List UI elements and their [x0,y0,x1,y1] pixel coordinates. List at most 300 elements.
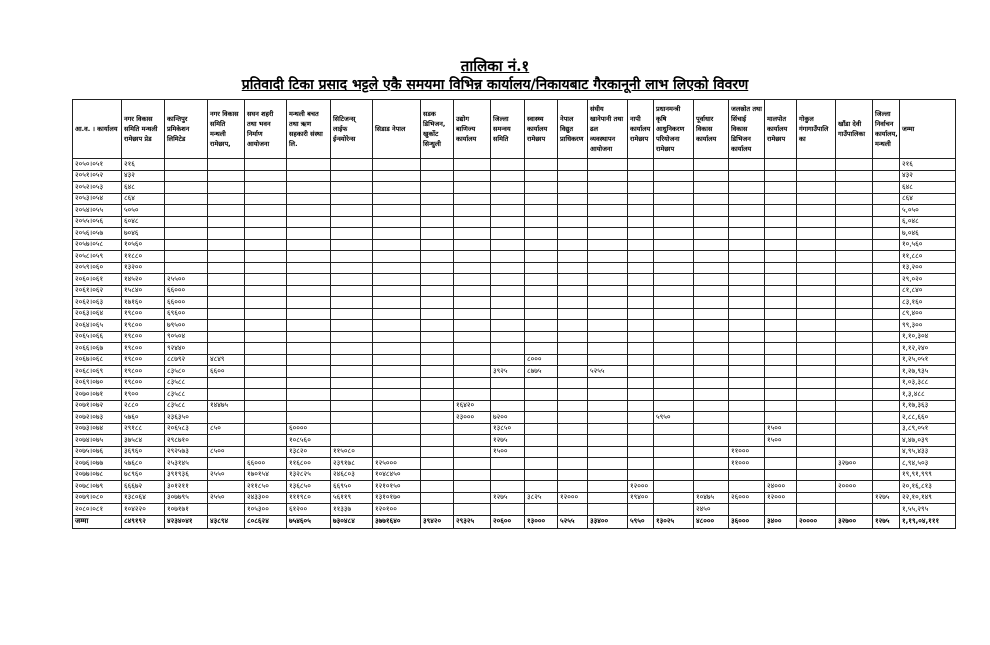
table-cell [373,446,421,458]
table-cell: ६६००० [245,458,287,470]
table-cell [694,423,729,435]
table-cell [245,251,287,263]
table-cell [421,389,454,401]
table-cell [525,377,558,389]
table-row [73,274,956,286]
table-cell [588,216,628,228]
table-cell: ६४८ [122,182,165,194]
table-cell: ८३५८८ [165,400,208,412]
table-cell [558,239,588,251]
table-cell [421,193,454,205]
table-cell [491,504,525,516]
table-cell [836,308,873,320]
table-cell: २१६ [122,159,165,171]
table-cell [654,216,694,228]
table-cell [588,435,628,447]
table-cell [208,297,245,309]
table-cell [491,308,525,320]
table-cell [588,481,628,493]
table-cell [873,216,900,228]
table-cell: ३०७७९५ [165,492,208,504]
table-cell: १९८०० [122,320,165,332]
table-cell [525,239,558,251]
table-cell [208,343,245,355]
table-cell [694,193,729,205]
column-header: स्वास्थ्य कार्यालय रामेछाप [525,100,558,159]
table-cell: १२००० [628,481,654,493]
table-cell [765,412,797,424]
total-cell: ३३४०० [588,515,628,528]
table-cell [654,159,694,171]
table-cell [421,262,454,274]
table-cell [797,423,836,435]
table-cell [287,343,331,355]
table-cell [765,504,797,516]
table-cell [873,182,900,194]
table-cell: ८५० [208,423,245,435]
table-cell [373,182,421,194]
table-cell [765,400,797,412]
table-cell: ६६००० [165,285,208,297]
table-cell [454,159,491,171]
table-cell [873,262,900,274]
table-cell: २४५० [694,504,729,516]
table-cell [373,285,421,297]
table-cell [628,343,654,355]
table-cell [331,331,373,343]
table-cell [654,262,694,274]
table-cell [373,216,421,228]
table-cell [836,492,873,504]
table-cell: ८९,४०० [900,308,956,320]
table-cell [454,228,491,240]
table-cell [491,343,525,355]
table-cell [628,262,654,274]
table-cell [729,228,765,240]
table-row [73,205,956,217]
table-cell [628,400,654,412]
table-cell [588,446,628,458]
table-cell [654,308,694,320]
table-cell [588,412,628,424]
table-cell [873,193,900,205]
table-cell [287,205,331,217]
table-cell [454,251,491,263]
table-cell [836,469,873,481]
table-cell [331,343,373,355]
table-cell [421,274,454,286]
table-cell [208,274,245,286]
table-cell [421,239,454,251]
table-cell [421,182,454,194]
table-cell [491,182,525,194]
table-cell: ३६९६० [122,446,165,458]
table-cell [694,435,729,447]
table-body [73,159,956,529]
table-cell [836,446,873,458]
table-cell [373,435,421,447]
table-cell [491,389,525,401]
table-cell [454,377,491,389]
fiscal-year-cell: २०५२।०५३ [73,182,122,194]
table-cell [797,481,836,493]
table-cell [331,251,373,263]
column-header: जम्मा [900,100,956,159]
table-cell [765,308,797,320]
table-cell [558,400,588,412]
table-cell [454,492,491,504]
table-cell [836,423,873,435]
column-header: जिल्ला समन्वय समिति [491,100,525,159]
table-cell [797,354,836,366]
table-cell [208,331,245,343]
total-cell: ५२५५ [558,515,588,528]
table-cell [373,205,421,217]
table-cell: ११००० [729,458,765,470]
table-row [73,377,956,389]
table-cell [287,239,331,251]
table-cell [836,389,873,401]
table-cell [208,182,245,194]
table-cell [873,389,900,401]
table-cell [797,458,836,470]
table-cell [287,354,331,366]
table-row [73,285,956,297]
table-cell [373,343,421,355]
total-cell: ७३०४८४ [331,515,373,528]
table-cell [245,320,287,332]
table-cell [421,504,454,516]
table-cell [491,285,525,297]
table-cell [558,377,588,389]
table-cell: ८५०० [208,446,245,458]
table-cell [797,366,836,378]
table-cell: ५९५० [654,412,694,424]
table-cell [558,504,588,516]
fiscal-year-cell: २०७६।०७७ [73,458,122,470]
table-cell: २१६ [900,159,956,171]
table-cell [331,285,373,297]
table-cell [765,239,797,251]
column-header: मन्थली बचत तथा ऋण सहकारी संस्था लि. [287,100,331,159]
table-cell [373,331,421,343]
fiscal-year-cell: २०६८।०६९ [73,366,122,378]
table-cell [454,297,491,309]
column-header: जिल्ला निर्वाचन कार्यालय, मन्थली [873,100,900,159]
table-cell [765,469,797,481]
table-cell: ६६६७२ [122,481,165,493]
table-cell [331,239,373,251]
table-cell [729,182,765,194]
table-cell [588,331,628,343]
table-cell [454,216,491,228]
table-cell [765,297,797,309]
table-cell [525,262,558,274]
fiscal-year-cell: २०६७।०६८ [73,354,122,366]
table-row [73,435,956,447]
column-header: प्रधानमन्त्री कृषि आधुनिकरण परियोजना रामेछाप [654,100,694,159]
table-cell [588,423,628,435]
column-header: खाँडा देवी गाउँपालिका [836,100,873,159]
table-cell [245,170,287,182]
table-cell: ९०५०४ [165,331,208,343]
table-cell [558,297,588,309]
table-cell [836,182,873,194]
table-cell: १०८५६० [287,435,331,447]
table-cell [208,435,245,447]
table-cell: १५०० [765,423,797,435]
table-cell [454,170,491,182]
table-cell [836,435,873,447]
table-cell [797,446,836,458]
table-cell [331,412,373,424]
table-cell: १६४२० [454,400,491,412]
table-cell [287,228,331,240]
table-cell [873,343,900,355]
table-cell [525,343,558,355]
table-row [73,170,956,182]
table-cell [729,366,765,378]
table-cell [165,216,208,228]
table-cell [208,308,245,320]
table-cell [628,251,654,263]
table-cell: ११८८० [122,251,165,263]
table-cell [729,469,765,481]
table-cell [836,343,873,355]
table-cell [873,377,900,389]
table-cell [525,331,558,343]
table-cell [421,228,454,240]
table-cell [287,308,331,320]
table-cell [797,308,836,320]
column-header: आ.व. । कार्यालय [73,100,122,159]
table-cell [765,285,797,297]
table-cell: १२००० [558,492,588,504]
table-cell [454,469,491,481]
table-cell [373,274,421,286]
table-cell [165,170,208,182]
table-cell: ११००० [729,446,765,458]
table-cell [628,274,654,286]
table-cell [729,389,765,401]
table-cell: १,१०,३०४ [900,331,956,343]
table-cell: २३००० [454,412,491,424]
table-cell [729,377,765,389]
table-cell [588,159,628,171]
table-cell [287,320,331,332]
table-cell [873,251,900,263]
table-cell [454,504,491,516]
table-cell [694,366,729,378]
table-row [73,320,956,332]
table-cell [628,366,654,378]
total-cell: ३७७१६४० [373,515,421,528]
table-cell [208,377,245,389]
table-cell [588,492,628,504]
table-cell [454,308,491,320]
table-cell [421,170,454,182]
table-cell [628,331,654,343]
table-cell [628,205,654,217]
table-cell: १२७५ [491,435,525,447]
table-cell: ६,०४८ [900,216,956,228]
table-cell [525,458,558,470]
table-cell [797,377,836,389]
table-cell [873,274,900,286]
table-cell [654,469,694,481]
table-cell [287,377,331,389]
table-cell [588,389,628,401]
table-cell [558,435,588,447]
table-cell [331,228,373,240]
table-row [73,251,956,263]
table-cell [525,481,558,493]
total-cell: २०६०० [491,515,525,528]
table-cell: १३८२० [287,446,331,458]
total-cell: ८०८६२४ [245,515,287,528]
table-cell [245,308,287,320]
table-cell [525,193,558,205]
table-cell [797,251,836,263]
table-cell [454,423,491,435]
table-cell [165,193,208,205]
table-cell [694,297,729,309]
table-cell [491,262,525,274]
table-cell [208,320,245,332]
table-cell [836,297,873,309]
column-header: नापी कार्यालय रामेछाप [628,100,654,159]
table-cell [373,170,421,182]
table-cell [628,239,654,251]
table-cell [373,239,421,251]
table-cell [797,343,836,355]
table-cell: १,५५,२९५ [900,504,956,516]
table-cell [208,159,245,171]
table-cell [836,400,873,412]
table-cell [729,504,765,516]
table-cell [421,412,454,424]
table-cell: १९८०० [122,343,165,355]
table-cell [765,205,797,217]
table-cell [628,308,654,320]
table-cell [245,343,287,355]
total-cell: २९३२५ [454,515,491,528]
table-cell: ५६११९ [331,492,373,504]
total-cell: ४३८९४ [208,515,245,528]
table-cell: ५०५० [122,205,165,217]
table-cell [873,446,900,458]
table-cell [836,170,873,182]
table-cell [873,331,900,343]
table-cell [245,400,287,412]
total-cell: ४२३४०४१ [165,515,208,528]
table-cell [765,170,797,182]
fiscal-year-cell: २०८०।०८१ [73,504,122,516]
column-header: जलस्रोत तथा सिंचाई विकास डिभिजन कार्यालय [729,100,765,159]
total-cell: ३४०० [765,515,797,528]
table-cell [331,262,373,274]
table-cell [797,239,836,251]
column-header: सडक डिभिजन, खुर्कोट सिन्धुली [421,100,454,159]
table-cell [836,412,873,424]
table-cell: १४५२० [122,274,165,286]
table-cell [558,216,588,228]
table-cell [729,251,765,263]
table-cell [373,412,421,424]
table-cell [491,251,525,263]
table-cell [765,320,797,332]
table-cell [588,320,628,332]
table-row [73,492,956,504]
table-cell: ६१२०० [287,504,331,516]
table-cell [491,469,525,481]
table-cell [558,205,588,217]
table-cell: १२००० [765,492,797,504]
table-cell: २३६३५० [165,412,208,424]
table-cell: ८१,८४० [900,285,956,297]
column-header: नगर विकास समिति मन्थली रामेछाप, [208,100,245,159]
table-cell [558,262,588,274]
fiscal-year-cell: २०६५।०६६ [73,331,122,343]
table-cell [491,400,525,412]
table-cell [491,331,525,343]
table-cell [694,205,729,217]
table-cell [525,274,558,286]
table-cell [628,297,654,309]
table-cell [454,481,491,493]
table-cell [694,320,729,332]
table-cell [628,228,654,240]
table-cell [491,481,525,493]
table-cell [421,469,454,481]
table-cell [654,228,694,240]
table-cell: १९८०० [122,354,165,366]
table-cell: ८६४ [900,193,956,205]
table-cell: १३,२०० [900,262,956,274]
table-cell [373,251,421,263]
table-cell: १२७५ [491,492,525,504]
table-cell [797,400,836,412]
table-cell [765,182,797,194]
table-cell: ४३२ [900,170,956,182]
table-cell [873,228,900,240]
header-row [73,100,956,159]
fiscal-year-cell: २०६९।०७० [73,377,122,389]
table-cell [729,481,765,493]
table-cell: ६६००० [165,297,208,309]
table-cell: १,१२,२४० [900,343,956,355]
total-cell: ३९४२० [421,515,454,528]
fiscal-year-cell: २०७८।०७९ [73,481,122,493]
table-cell [454,285,491,297]
table-cell [628,469,654,481]
table-cell [287,412,331,424]
table-cell [491,205,525,217]
column-header: मालपोत कार्यालय रामेछाप [765,100,797,159]
table-cell [491,170,525,182]
table-cell [765,354,797,366]
table-cell [729,285,765,297]
table-cell [628,320,654,332]
table-cell [165,182,208,194]
table-cell [836,193,873,205]
table-cell [694,251,729,263]
table-cell: १२५००० [373,458,421,470]
table-cell [588,377,628,389]
table-cell [454,193,491,205]
table-cell: ७२०० [491,412,525,424]
table-cell [654,285,694,297]
